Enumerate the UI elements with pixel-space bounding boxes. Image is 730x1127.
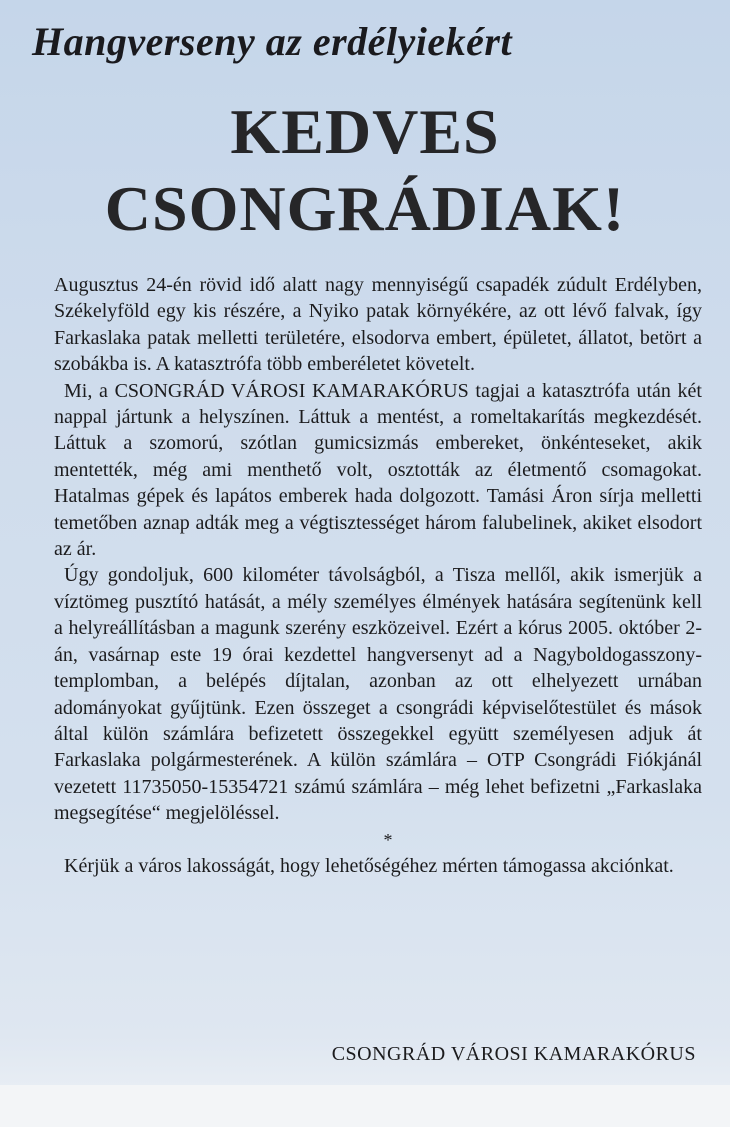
separator-star: * bbox=[383, 829, 393, 850]
paragraph-3: Úgy gondoljuk, 600 kilométer távolságból, a Tisza mellől, akik ismerjük a víztömeg pusztító hatását, a mély személyes élmények hatására segítenünk kell a helyreállításban a magunk szerény eszközeivel. Ezért a kórus 2005. október 2-án, vasárnap este 19 órai kezdettel hangversenyt ad a Nagyboldogasszony-templomban, a belépés díjtalan, azonban az ott elhelyezett urnában adományokat gyűjtünk. Ezen összeget a csongrádi képviselőtestület és mások által külön számlára befizetett összegekkel együtt személyesen adjuk át Farkaslaka polgármesterének. A külön számlára – OTP Csongrádi Fiókjánál vezetett 11735050-15354721 számú számlára – még lehet befizetni „Farkaslaka megsegítése“ megjelöléssel. bbox=[54, 564, 702, 825]
title-line-2: CSONGRÁDIAK! bbox=[104, 173, 626, 244]
title-line-1: KEDVES bbox=[230, 96, 500, 167]
closing-paragraph: Kérjük a város lakosságát, hogy lehetőségéhez mérten támogassa akciónkat. bbox=[64, 854, 674, 877]
paragraph-2: Mi, a CSONGRÁD VÁROSI KAMARAKÓRUS tagjai a katasztrófa után két nappal jártunk a helyszínen. Láttuk a mentést, a romeltakarítás megkezdését. Láttuk a szomorú, szótlan gumicsizmás embereket, önkénteseket, akik mentették, még ami menthető volt, osztották az életmentő csomagokat. Hatalmas gépek és lapátos emberek hada dolgozott. Tamási Áron sírja melletti temetőben aznap adták meg a végtisztességet három falubelinek, akiket elsodort az ár. bbox=[54, 379, 702, 561]
paragraph-1: Augusztus 24-én rövid idő alatt nagy mennyiségű csapadék zúdult Erdélyben, Székelyföld egy kis részére, a Nyiko patak környékére, az ott lévő falvak, így Farkaslaka patak melletti területére, elsodorva embert, épületet, állatot, betört a szobákba is. A katasztrófa több emberéletet követelt. bbox=[54, 274, 702, 376]
article-body bbox=[54, 272, 702, 879]
headline: Hangverseny az erdélyiekért bbox=[32, 19, 513, 64]
signature: CSONGRÁD VÁROSI KAMARAKÓRUS bbox=[331, 1043, 696, 1065]
